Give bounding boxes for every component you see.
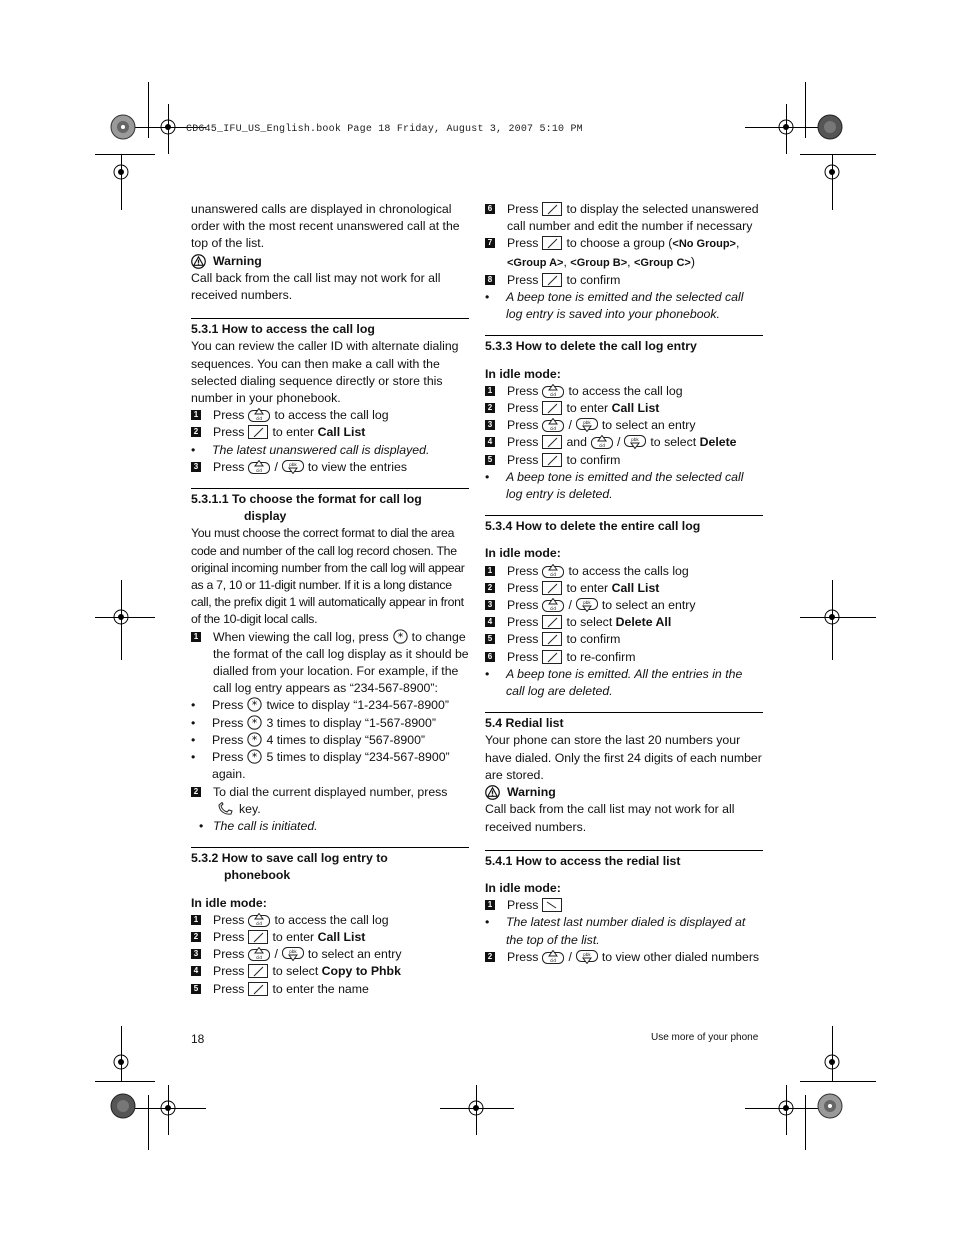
step-3: 3 Press / to select an entry: [191, 946, 469, 963]
menu-key-icon: [542, 581, 562, 595]
menu-key-icon: [542, 236, 562, 250]
up-call-log-key-icon: [542, 950, 564, 964]
step-4: 4 Press and / to select Delete: [485, 434, 763, 451]
menu-key-icon: [248, 425, 268, 439]
star-key-icon: [247, 697, 262, 712]
menu-key-icon: [542, 453, 562, 467]
bullet: • A beep tone is emitted and the selected call log entry is deleted.: [485, 469, 744, 502]
step-6: 6 Press to display the selected unanswered call number and edit the number if necessary: [485, 201, 763, 235]
star-key-icon: [247, 749, 262, 764]
color-wheel-icon: [110, 1093, 136, 1119]
step-2: 2 Press / to view other dialed numbers: [485, 949, 763, 966]
warning-icon: [191, 254, 206, 269]
step-1: 1 Press to access the call log: [485, 383, 763, 400]
step-8: 8 Press to confirm: [485, 272, 763, 289]
step-2: 2 Press to enter Call List: [485, 400, 763, 417]
format-item: • Press 3 times to display “1-567-8900”: [191, 715, 436, 730]
down-phonebook-key-icon: [282, 947, 304, 961]
format-item: • Press twice to display “1-234-567-8900”: [191, 698, 449, 713]
warning-text: Call back from the call list may not work for all received numbers.: [485, 802, 735, 834]
step-3: 3 Press / to view the entries: [191, 459, 469, 476]
menu-key-icon: [248, 982, 268, 996]
bullet: • The latest last number dialed is displayed at the top of the list.: [485, 915, 746, 947]
registration-target-icon: [777, 1099, 795, 1117]
footer-section: Use more of your phone: [651, 1032, 759, 1043]
step-4: 4 Press to select Delete All: [485, 614, 763, 631]
bullet: • A beep tone is emitted and the selected call log entry is saved into your phonebook.: [485, 290, 744, 322]
up-call-log-key-icon: [591, 435, 613, 449]
step-5: 5 Press to confirm: [485, 631, 763, 648]
talk-key-icon: [217, 802, 235, 816]
star-key-icon: [247, 732, 262, 747]
step-5: 5 Press to enter the name: [191, 981, 469, 998]
menu-key-icon: [542, 273, 562, 287]
right-column: [485, 201, 763, 966]
down-phonebook-key-icon: [576, 598, 598, 612]
format-item: • Press 5 times to display “234-567-8900” again.: [191, 750, 450, 782]
print-header: CD645_IFU_US_English.book Page 18 Friday, August 3, 2007 5:10 PM: [186, 124, 583, 135]
menu-key-icon: [248, 964, 268, 978]
idle-mode-label: In idle mode:: [485, 366, 561, 381]
step-1: 1 Press to access the calls log: [485, 563, 763, 580]
down-phonebook-key-icon: [576, 418, 598, 432]
format-list: [191, 697, 469, 783]
registration-target-icon: [159, 118, 177, 136]
step-5: 5 Press to confirm: [485, 452, 763, 469]
section-5-3-2-title: 5.3.2 How to save call log entry to phonebook: [191, 847, 469, 884]
page-number: 18: [191, 1032, 205, 1046]
registration-target-icon: [112, 1053, 130, 1071]
up-call-log-key-icon: [248, 913, 270, 927]
bullet: • A beep tone is emitted. All the entries in the call log are deleted.: [485, 666, 743, 699]
step-1: 1 Press to access the call log: [191, 407, 469, 424]
up-call-log-key-icon: [248, 947, 270, 961]
menu-key-icon: [248, 930, 268, 944]
warning-text: Call back from the call list may not work for all received numbers.: [191, 270, 441, 303]
menu-key-icon: [542, 615, 562, 629]
step-1: 1 Press to access the call log: [191, 912, 469, 929]
idle-mode-label: In idle mode:: [485, 880, 561, 895]
step-1: 1 When viewing the call log, press to change the format of the call log display as it should be dialled from your location. For example, if the call log entry appears as “234-567-8900”:: [191, 629, 469, 698]
format-item: • Press 4 times to display “567-8900”: [191, 732, 426, 747]
registration-target-icon: [823, 1053, 841, 1071]
registration-target-icon: [112, 608, 130, 626]
section-5-3-1-1-title: 5.3.1.1 To choose the format for call log display: [191, 488, 469, 525]
up-call-log-key-icon: [542, 564, 564, 578]
step-1: 1 Press: [485, 897, 763, 914]
section-5-4-title: 5.4 Redial list: [485, 712, 763, 732]
section-5-3-4-title: 5.3.4 How to delete the entire call log: [485, 515, 763, 535]
idle-mode-label: In idle mode:: [485, 546, 561, 561]
warning-icon: [485, 785, 500, 800]
section-5-3-3-title: 5.3.3 How to delete the call log entry: [485, 335, 763, 355]
menu-key-icon: [542, 202, 562, 216]
step-2: 2 To dial the current displayed number, press key.: [191, 784, 469, 818]
step-7: 7 Press to choose a group (<No Group>, <Group A>, <Group B>, <Group C>): [485, 235, 763, 271]
star-key-icon: [393, 629, 408, 644]
menu-key-icon: [542, 401, 562, 415]
up-call-log-key-icon: [248, 408, 270, 422]
step-2: 2 Press to enter Call List: [485, 580, 763, 597]
step-2: 2 Press to enter Call List: [191, 424, 469, 441]
warning-heading: Warning: [191, 253, 469, 270]
down-phonebook-key-icon: [576, 950, 598, 964]
section-5-4-1-title: 5.4.1 How to access the redial list: [485, 850, 763, 870]
section-5-3-1-text: You can review the caller ID with alternate dialing sequences. You can then make a call with the selected dialing sequence directly or store this number in your phonebook.: [191, 339, 459, 406]
color-wheel-icon: [110, 114, 136, 140]
step-6: 6 Press to re-confirm: [485, 649, 763, 666]
step-3: 3 Press / to select an entry: [485, 417, 763, 434]
step-3: 3 Press / to select an entry: [485, 597, 763, 614]
color-wheel-icon: [817, 114, 843, 140]
down-phonebook-key-icon: [282, 460, 304, 474]
left-column: [191, 201, 469, 998]
intro-text: unanswered calls are displayed in chronological order with the most recent unanswered call at the top of the list.: [191, 202, 460, 251]
section-5-4-text: Your phone can store the last 20 numbers your have dialed. Only the first 24 digits of each number are stored.: [485, 733, 762, 782]
registration-target-icon: [777, 118, 795, 136]
registration-target-icon: [823, 608, 841, 626]
bullet: • The call is initiated.: [199, 818, 318, 833]
color-wheel-icon: [817, 1093, 843, 1119]
down-phonebook-key-icon: [624, 435, 646, 449]
registration-target-icon: [467, 1099, 485, 1117]
up-call-log-key-icon: [248, 460, 270, 474]
idle-mode-label: In idle mode:: [191, 895, 267, 910]
registration-target-icon: [159, 1099, 177, 1117]
step-2: 2 Press to enter Call List: [191, 929, 469, 946]
up-call-log-key-icon: [542, 598, 564, 612]
step-4: 4 Press to select Copy to Phbk: [191, 963, 469, 980]
menu-key-icon: [542, 435, 562, 449]
up-call-log-key-icon: [542, 418, 564, 432]
redial-key-icon: [542, 898, 562, 912]
star-key-icon: [247, 715, 262, 730]
section-5-3-1-1-text: You must choose the correct format to dial the area code and number of the call log record chosen. The original incoming number from the call log will appear as a 7, 10 or 11-digit number. If it is a long distance call, the prefix digit 1 will automatically appear in front of the 10-digit local calls.: [191, 526, 465, 627]
warning-heading: Warning: [485, 784, 763, 801]
section-5-3-1-title: 5.3.1 How to access the call log: [191, 318, 469, 338]
registration-target-icon: [823, 163, 841, 181]
menu-key-icon: [542, 650, 562, 664]
up-call-log-key-icon: [542, 384, 564, 398]
menu-key-icon: [542, 632, 562, 646]
bullet: • The latest unanswered call is displayed.: [191, 442, 430, 457]
registration-target-icon: [112, 163, 130, 181]
